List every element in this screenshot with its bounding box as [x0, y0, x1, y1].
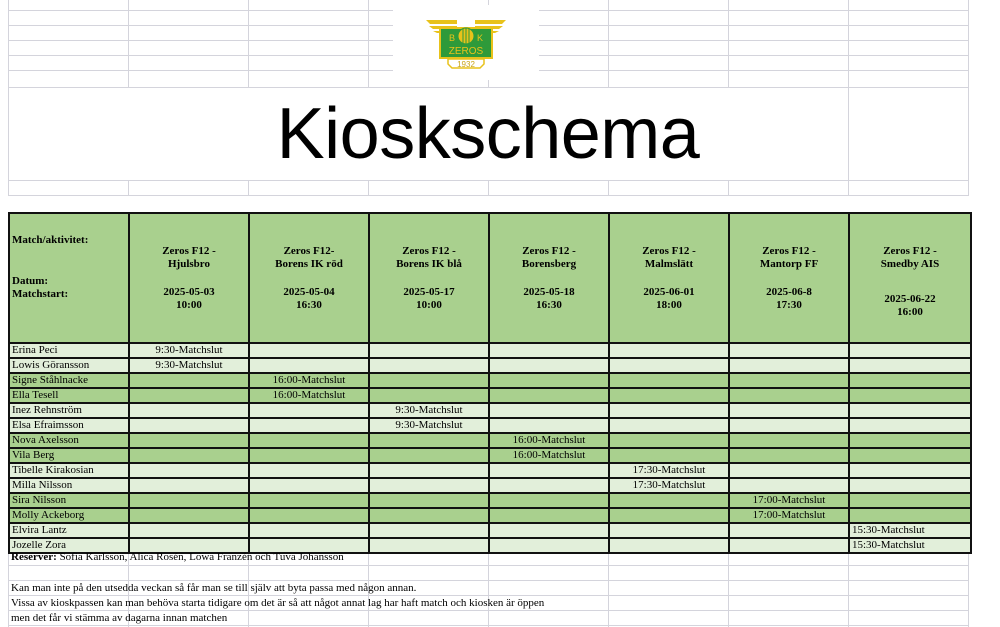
empty-cell	[249, 493, 369, 508]
empty-cell	[129, 373, 249, 388]
empty-cell	[489, 493, 609, 508]
shift-cell: 17:00-Matchslut	[729, 493, 849, 508]
empty-cell	[249, 448, 369, 463]
shift-cell: 16:00-Matchslut	[249, 388, 369, 403]
match-start-time: 18:00	[656, 298, 682, 311]
empty-cell	[849, 463, 971, 478]
schedule-header-row	[9, 213, 971, 343]
schedule-row	[9, 358, 971, 373]
empty-cell	[369, 538, 489, 553]
volunteer-name: Vila Berg	[9, 448, 129, 463]
shift-cell: 15:30-Matchslut	[849, 538, 971, 553]
volunteer-name: Tibelle Kirakosian	[9, 463, 129, 478]
page-title: Kioskschema	[128, 88, 848, 180]
empty-cell	[729, 373, 849, 388]
schedule-row	[9, 433, 971, 448]
empty-cell	[129, 403, 249, 418]
empty-cell	[249, 508, 369, 523]
empty-cell	[129, 433, 249, 448]
match-title-line2: Borens IK blå	[396, 257, 462, 270]
schedule-row	[9, 523, 971, 538]
empty-cell	[609, 388, 729, 403]
match-date: 2025-06-8	[766, 285, 812, 298]
empty-cell	[729, 418, 849, 433]
empty-cell	[729, 403, 849, 418]
kiosk-schedule-table	[8, 212, 972, 554]
empty-cell	[249, 358, 369, 373]
match-header-cell	[729, 213, 849, 343]
match-header-cell	[249, 213, 369, 343]
empty-cell	[129, 493, 249, 508]
shift-cell: 17:30-Matchslut	[609, 463, 729, 478]
empty-cell	[369, 508, 489, 523]
empty-cell	[369, 523, 489, 538]
match-start-time: 16:00	[897, 306, 923, 318]
match-title-line1: Zeros F12 -	[522, 244, 576, 257]
empty-cell	[489, 388, 609, 403]
match-header-cell	[849, 213, 971, 343]
empty-cell	[369, 373, 489, 388]
empty-cell	[729, 478, 849, 493]
empty-cell	[609, 358, 729, 373]
empty-cell	[129, 388, 249, 403]
empty-cell	[489, 523, 609, 538]
empty-cell	[849, 418, 971, 433]
bk-zeros-logo-icon	[393, 5, 539, 80]
shift-cell: 17:30-Matchslut	[609, 478, 729, 493]
shift-cell: 16:00-Matchslut	[249, 373, 369, 388]
gridline-horizontal	[8, 180, 969, 181]
empty-cell	[609, 493, 729, 508]
empty-cell	[489, 463, 609, 478]
empty-cell	[129, 463, 249, 478]
empty-cell	[729, 523, 849, 538]
empty-cell	[489, 538, 609, 553]
empty-cell	[249, 343, 369, 358]
empty-cell	[129, 478, 249, 493]
empty-cell	[609, 448, 729, 463]
shift-cell: 9:30-Matchslut	[129, 343, 249, 358]
match-title-line1: Zeros F12 -	[883, 245, 937, 257]
empty-cell	[249, 463, 369, 478]
logo-year: 1932	[457, 60, 475, 69]
empty-cell	[849, 508, 971, 523]
volunteer-name: Jozelle Zora	[9, 538, 129, 553]
volunteer-name: Inez Rehnström	[9, 403, 129, 418]
empty-cell	[849, 358, 971, 373]
match-date: 2025-05-03	[163, 285, 215, 298]
empty-cell	[849, 433, 971, 448]
reserves-note	[11, 550, 344, 564]
empty-cell	[129, 508, 249, 523]
empty-cell	[369, 478, 489, 493]
match-title-line2: Borensberg	[521, 257, 577, 270]
empty-cell	[489, 508, 609, 523]
match-header-cell	[129, 213, 249, 343]
empty-cell	[729, 358, 849, 373]
volunteer-name: Sira Nilsson	[9, 493, 129, 508]
gridline-horizontal	[8, 195, 969, 196]
match-title-line2: Mantorp FF	[759, 257, 819, 270]
volunteer-name: Lowis Göransson	[9, 358, 129, 373]
schedule-row	[9, 448, 971, 463]
empty-cell	[129, 448, 249, 463]
match-date: 2025-06-01	[643, 285, 695, 298]
volunteer-name: Milla Nilsson	[9, 478, 129, 493]
empty-cell	[609, 538, 729, 553]
empty-cell	[249, 523, 369, 538]
match-header-cell	[369, 213, 489, 343]
label-date: Datum:	[12, 275, 49, 287]
label-match: Match/aktivitet:	[12, 234, 89, 246]
volunteer-name: Elsa Efraimsson	[9, 418, 129, 433]
logo-initial-b: B	[449, 33, 456, 43]
empty-cell	[369, 433, 489, 448]
empty-cell	[489, 343, 609, 358]
shift-cell: 17:00-Matchslut	[729, 508, 849, 523]
empty-cell	[129, 523, 249, 538]
match-start-time: 10:00	[176, 298, 202, 311]
empty-cell	[729, 538, 849, 553]
empty-cell	[369, 343, 489, 358]
empty-cell	[489, 373, 609, 388]
shift-cell: 16:00-Matchslut	[489, 448, 609, 463]
match-title-line1: Zeros F12 -	[162, 244, 216, 257]
gridline-horizontal	[8, 625, 969, 626]
empty-cell	[609, 418, 729, 433]
shift-cell: 9:30-Matchslut	[369, 403, 489, 418]
empty-cell	[609, 403, 729, 418]
logo-club-name: ZEROS	[448, 46, 484, 57]
volunteer-name: Molly Ackeborg	[9, 508, 129, 523]
match-title-line2: Hjulsbro	[168, 257, 210, 270]
shift-cell: 15:30-Matchslut	[849, 523, 971, 538]
empty-cell	[849, 403, 971, 418]
match-title-line1: Zeros F12-	[283, 244, 335, 257]
match-date: 2025-05-17	[403, 285, 455, 298]
shift-cell: 9:30-Matchslut	[369, 418, 489, 433]
volunteer-name: Elvira Lantz	[9, 523, 129, 538]
empty-cell	[729, 463, 849, 478]
gridline-vertical	[848, 0, 849, 195]
match-title-line1: Zeros F12 -	[642, 244, 696, 257]
schedule-row	[9, 373, 971, 388]
empty-cell	[369, 388, 489, 403]
empty-cell	[249, 478, 369, 493]
empty-cell	[729, 448, 849, 463]
shift-cell: 9:30-Matchslut	[129, 358, 249, 373]
match-start-time: 10:00	[416, 298, 442, 311]
match-start-time: 17:30	[776, 298, 802, 311]
schedule-row	[9, 478, 971, 493]
volunteer-name: Nova Axelsson	[9, 433, 129, 448]
empty-cell	[489, 403, 609, 418]
volunteer-name: Ella Tesell	[9, 388, 129, 403]
logo-initial-k: K	[477, 33, 484, 43]
match-start-time: 16:30	[296, 298, 322, 311]
empty-cell	[489, 358, 609, 373]
gridline-horizontal	[8, 565, 969, 566]
empty-cell	[369, 358, 489, 373]
match-date: 2025-06-22	[884, 293, 936, 305]
schedule-row	[9, 403, 971, 418]
match-date: 2025-05-18	[523, 285, 575, 298]
note-line-2: Vissa av kioskpassen kan man behöva starta tidigare om det är så att något annat lag har haft match och kiosken är öppen	[11, 597, 545, 609]
empty-cell	[489, 478, 609, 493]
empty-cell	[609, 373, 729, 388]
match-header-cell	[489, 213, 609, 343]
empty-cell	[729, 388, 849, 403]
match-start-time: 16:30	[536, 298, 562, 311]
reserves-label: Reserver:	[11, 551, 57, 563]
schedule-row	[9, 418, 971, 433]
header-label-cell	[9, 213, 129, 343]
empty-cell	[369, 463, 489, 478]
note-line-3: men det får vi stämma av dagarna innan matchen	[11, 612, 228, 624]
empty-cell	[849, 373, 971, 388]
empty-cell	[729, 433, 849, 448]
match-title-line1: Zeros F12 -	[402, 244, 456, 257]
empty-cell	[849, 388, 971, 403]
empty-cell	[729, 343, 849, 358]
empty-cell	[249, 418, 369, 433]
schedule-row	[9, 388, 971, 403]
schedule-row	[9, 508, 971, 523]
empty-cell	[609, 343, 729, 358]
match-title-line2: Smedby AIS	[880, 258, 940, 270]
match-header-cell	[609, 213, 729, 343]
club-logo	[393, 5, 539, 80]
empty-cell	[609, 523, 729, 538]
schedule-row	[9, 343, 971, 358]
shift-cell: 16:00-Matchslut	[489, 433, 609, 448]
empty-cell	[249, 403, 369, 418]
match-title-line2: Borens IK röd	[275, 257, 343, 270]
empty-cell	[489, 418, 609, 433]
empty-cell	[609, 433, 729, 448]
empty-cell	[369, 493, 489, 508]
volunteer-name: Erina Peci	[9, 343, 129, 358]
empty-cell	[849, 478, 971, 493]
match-title-line2: Malmslätt	[644, 257, 694, 270]
match-date: 2025-05-04	[283, 285, 335, 298]
schedule-row	[9, 463, 971, 478]
empty-cell	[249, 433, 369, 448]
gridline-vertical	[8, 0, 9, 195]
empty-cell	[369, 448, 489, 463]
empty-cell	[609, 508, 729, 523]
volunteer-name: Signe Ståhlnacke	[9, 373, 129, 388]
note-line-1: Kan man inte på den utsedda veckan så får man se till själv att byta passa med någon annan.	[11, 582, 417, 594]
reserves-names: Sofia Karlsson, Alica Rosén, Lowa Franzén och Tuva Johansson	[59, 551, 344, 563]
gridline-vertical	[968, 0, 969, 195]
schedule-row	[9, 493, 971, 508]
empty-cell	[849, 448, 971, 463]
empty-cell	[129, 418, 249, 433]
label-start: Matchstart:	[12, 288, 69, 300]
empty-cell	[849, 343, 971, 358]
match-title-line1: Zeros F12 -	[762, 244, 816, 257]
empty-cell	[849, 493, 971, 508]
